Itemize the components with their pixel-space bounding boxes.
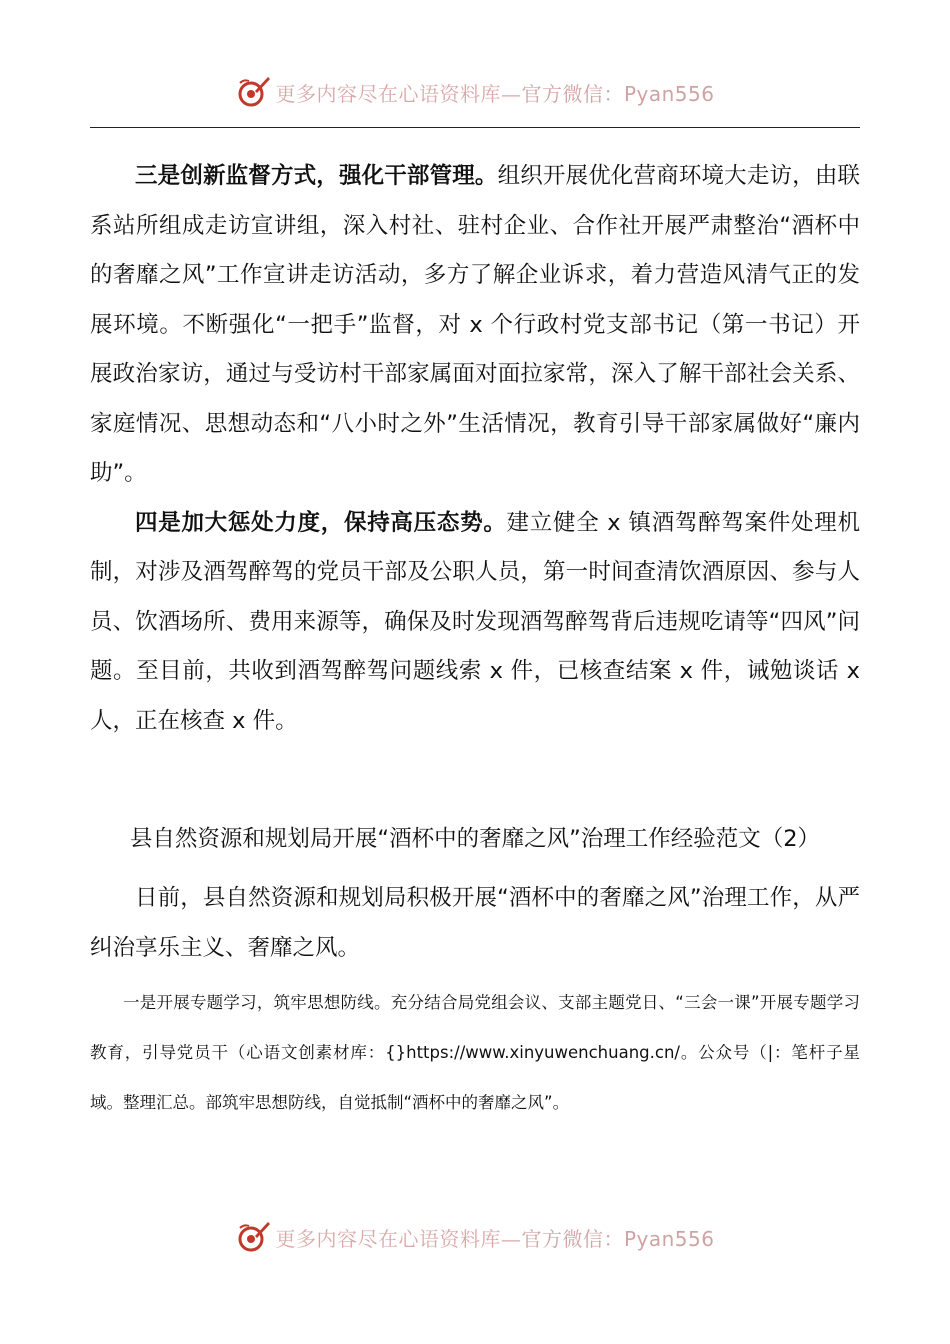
banner-separator: —: [500, 81, 522, 106]
footer-banner: [0, 1217, 950, 1257]
banner-separator: —: [500, 1226, 522, 1251]
banner-text: [275, 78, 714, 107]
header-banner: [0, 72, 950, 112]
section-three-text: 组织开展优化营商环境大走访，由联系站所组成走访宣讲组，深入村社、驻村企业、合作社开展严肃整治“酒杯中的奢靡之风”工作宣讲走访活动，多方了解企业诉求，着力营造风清气正的发展环境。不断强化“一把手”监督，对 x 个行政村党支部书记（第一书记）开展政治家访，通过与受访村干部家属面对面拉家常，深入了解干部社会关系、家庭情况、思想动态和“八小时之外”生活情况，教育引导干部家属做好“廉内助”。: [90, 163, 860, 486]
article-title: 县自然资源和规划局开展“酒杯中的奢靡之风”治理工作经验范文（2）: [129, 826, 821, 852]
banner-main-text: 更多内容尽在心语资料库: [275, 81, 501, 106]
pen-logo-icon: [235, 74, 271, 110]
article-small-text: 一是开展专题学习，筑牢思想防线。充分结合局党组会议、支部主题党日、“三会一课”开展专题学习教育，引导党员干（心语文创素材库：{}https://www.xinyuwenchuang.cn/。公众号（|：笔杆子星域。整理汇总。部筑牢思想防线，自觉抵制“酒杯中的奢靡之风”。: [90, 993, 860, 1112]
section-four-text: 建立健全 x 镇酒驾醉驾案件处理机制，对涉及酒驾醉驾的党员干部及公职人员，第一时间查清饮酒原因、参与人员、饮酒场所、费用来源等，确保及时发现酒驾醉驾背后违规吃请等“四风”问题。至目前，共收到酒驾醉驾问题线索 x 件，已核查结案 x 件，诫勉谈话 x 人，正在核查 x 件。: [90, 509, 860, 734]
header-rule: [90, 127, 860, 128]
banner-main-text: 更多内容尽在心语资料库: [275, 1226, 501, 1251]
banner-wechat-text: 官方微信：Pyan556: [521, 1226, 715, 1251]
article-intro-block: [90, 874, 860, 973]
main-body: [90, 152, 860, 746]
banner-text: [275, 1223, 714, 1252]
article-small-block: [90, 978, 860, 1128]
paragraph-section-three: [90, 152, 860, 499]
section-three-lead: 三是创新监督方式，强化干部管理。: [135, 163, 498, 189]
banner-wechat-text: 官方微信：Pyan556: [521, 81, 715, 106]
article-intro: 日前，县自然资源和规划局积极开展“酒杯中的奢靡之风”治理工作，从严纠治享乐主义、奢靡之风。: [90, 885, 860, 961]
pen-logo-icon: [235, 1219, 271, 1255]
section-four-lead: 四是加大惩处力度，保持高压态势。: [135, 509, 507, 536]
paragraph-section-four: [90, 499, 860, 747]
